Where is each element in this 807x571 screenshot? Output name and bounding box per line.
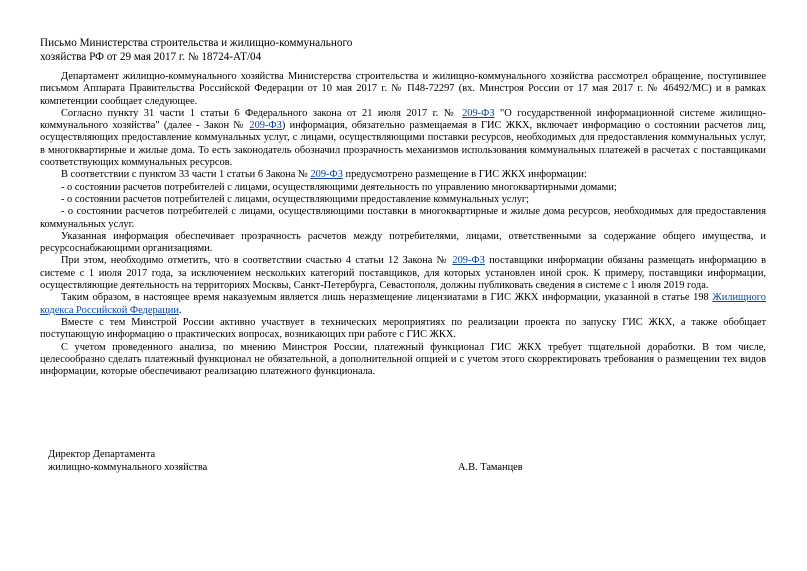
paragraph-5-text-b: поставщики информации обязаны размещать информацию в системе с 1 июля 2017 года, за исключением нескольких категорий поставщиков, для которых установлен иной срок. К примеру, поставщики информации, осуществляющие деятельность на территориях Москвы, Санкт-Петербурга, Севастополя, должны публиковать сведения в системе с 1 июля 2019 года. (40, 255, 766, 292)
signatory-name: А.В. Таманцев (458, 462, 523, 473)
paragraph-6 (40, 292, 766, 317)
paragraph-6-text-a: Таким образом, в настоящее время наказуемым является лишь неразмещение лицензиатами в ГИС ЖКХ информации, указанной в статье 198 (61, 292, 713, 304)
paragraph-3-text-a: В соответствии с пунктом 33 части 1 статьи 6 Закона № (61, 169, 311, 181)
paragraph-7: Вместе с тем Минстрой России активно участвует в технических мероприятиях по реализации проекта по запуску ГИС ЖКХ, а также обобщает поступающую информацию о практических вопросах, возникающих при работе с ГИС ЖКХ. (40, 316, 766, 341)
signature-block (48, 448, 748, 474)
law-209-link[interactable]: 209-ФЗ (452, 255, 485, 267)
paragraph-2-text-b: "О государственной информационной системе жилищно-коммунального хозяйства" (далее - Закон № (40, 107, 766, 132)
list-item: - о состоянии расчетов потребителей с лицами, осуществляющими поставки в многоквартирные и жилые дома ресурсов, необходимых для предоставления коммунальных услуг. (40, 206, 766, 230)
paragraph-4: Указанная информация обеспечивает прозрачность расчетов между потребителями, лицами, ответственными за содержание общего имущества, и ресурсоснабжающими организациями. (40, 230, 766, 255)
paragraph-2-text-c: ) информация, обязательно размещаемая в ГИС ЖКХ, включает информацию о состоянии расчетов лиц, осуществляющих предоставление коммунальных услуг, с лицами, осуществляющими поставки ресурсов, необходимых для предоставления коммунальных услуг, в многоквартирные и жилые дома. То есть законодатель обозначил прозрачность механизмов использования коммунальных платежей в расчетах с поставщиками соответствующих коммунальных ресурсов. (40, 120, 767, 169)
paragraph-3 (40, 169, 766, 181)
document-body (40, 71, 766, 378)
paragraph-1: Департамент жилищно-коммунального хозяйства Министерства строительства и жилищно-коммунального хозяйства рассмотрел обращение, поступившее письмом Аппарата Правительства Российской Федерации от 10 мая 2017 г. № П48-72297 (вх. Минстроя России от 17 мая 2017 г. № 46492/МС) и в рамках компетенции сообщает следующее. (40, 71, 766, 107)
signature-position-line-1: Директор Департамента (48, 449, 156, 460)
signature-position-line-2: жилищно-коммунального хозяйства (48, 462, 208, 473)
law-209-link[interactable]: 209-ФЗ (249, 120, 282, 132)
law-209-link[interactable]: 209-ФЗ (310, 169, 343, 181)
paragraph-5 (40, 255, 766, 292)
list-item: - о состоянии расчетов потребителей с лицами, осуществляющими предоставление коммунальных услуг; (61, 193, 530, 205)
paragraph-2 (40, 108, 766, 169)
housing-code-link[interactable]: Жилищного кодекса Российской Федерации (40, 292, 766, 316)
paragraph-3-text-b: предусмотрено размещение в ГИС ЖКХ информации: (342, 169, 587, 181)
title-line-1: Письмо Министерства строительства и жилищно-коммунального (40, 37, 353, 49)
paragraph-6-text-b: . (178, 304, 182, 316)
list-item: - о состоянии расчетов потребителей с лицами, осуществляющими деятельность по управлению многоквартирными домами; (61, 181, 617, 193)
paragraph-2-text-a: Согласно пункту 31 части 1 статьи 6 Федерального закона от 21 июля 2017 г. № (61, 107, 463, 119)
document-title (40, 37, 440, 64)
law-209-link[interactable]: 209-ФЗ (462, 107, 495, 119)
paragraph-5-text-a: При этом, необходимо отметить, что в соответствии счастью 4 статьи 12 Закона № (61, 255, 453, 267)
paragraph-8: С учетом проведенного анализа, по мнению Минстроя России, платежный функционал ГИС ЖКХ требует тщательной доработки. В том числе, целесообразно сделать платежный функционал не обязательной, а дополнительной опцией и с учетом этого скорректировать требования о размещении тех видов информации, которые обеспечивают реализацию платежного функционала. (40, 341, 766, 378)
title-line-2: хозяйства РФ от 29 мая 2017 г. № 18724-АТ/04 (40, 50, 262, 63)
